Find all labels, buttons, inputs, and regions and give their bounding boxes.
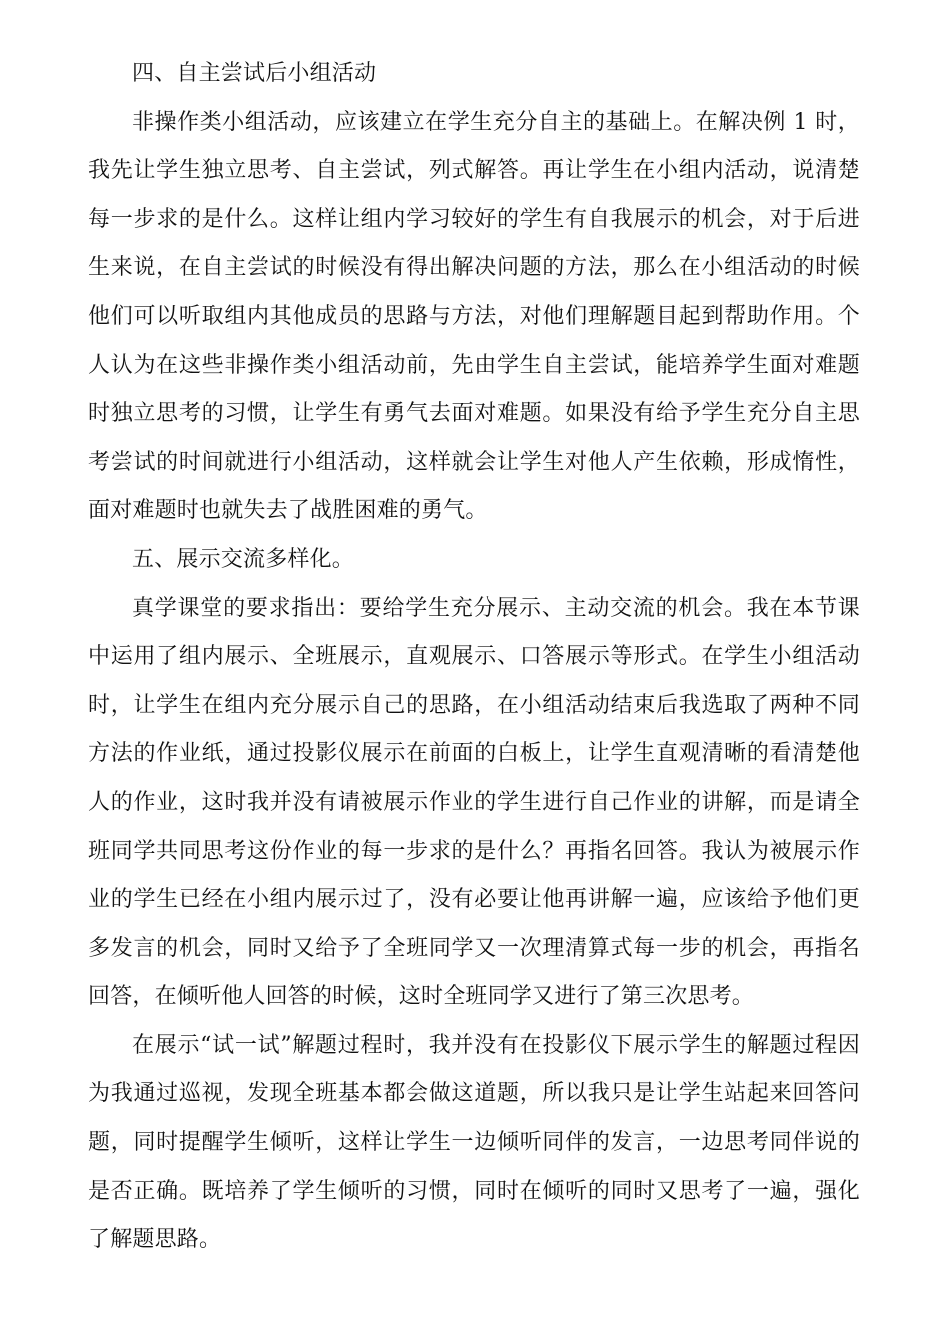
- paragraph-display-exchange: 真学课堂的要求指出：要给学生充分展示、主动交流的机会。我在本节课中运用了组内展示、全班展示，直观展示、口答展示等形式。在学生小组活动时，让学生在组内充分展示自己的思路，在小组活动结束后我选取了两种不同方法的作业纸，通过投影仪展示在前面的白板上，让学生直观清晰的看清楚他人的作业，这时我并没有请被展示作业的学生进行自己作业的讲解，而是请全班同学共同思考这份作业的每一步求的是什么？再指名回答。我认为被展示作业的学生已经在小组内展示过了，没有必要让他再讲解一遍，应该给予他们更多发言的机会，同时又给予了全班同学又一次理清算式每一步的机会，再指名回答，在倾听他人回答的时候，这时全班同学又进行了第三次思考。: [88, 595, 860, 1010]
- section-heading-4: 四、自主尝试后小组活动: [132, 61, 377, 86]
- paragraph-try-it: 在展示“试一试”解题过程时，我并没有在投影仪下展示学生的解题过程因为我通过巡视，发现全班基本都会做这道题，所以我只是让学生站起来回答问题，同时提醒学生倾听，这样让学生一边倾听同伴的发言，一边思考同伴说的是否正确。既培养了学生倾听的习惯，同时在倾听的同时又思考了一遍，强化了解题思路。: [88, 1032, 860, 1253]
- document-page: [88, 50, 860, 1265]
- section-heading-5: 五、展示交流多样化。: [132, 546, 355, 572]
- paragraph-group-activity: 非操作类小组活动，应该建立在学生充分自主的基础上。在解决例 1 时，我先让学生独立思考、自主尝试，列式解答。再让学生在小组内活动，说清楚每一步求的是什么。这样让组内学习较好的学生有自我展示的机会，对于后进生来说，在自主尝试的时候没有得出解决问题的方法，那么在小组活动的时候他们可以听取组内其他成员的思路与方法，对他们理解题目起到帮助作用。个人认为在这些非操作类小组活动前，先由学生自主尝试，能培养学生面对难题时独立思考的习惯，让学生有勇气去面对难题。如果没有给予学生充分自主思考尝试的时间就进行小组活动，这样就会让学生对他人产生依赖，形成惰性，面对难题时也就失去了战胜困难的勇气。: [88, 109, 860, 524]
